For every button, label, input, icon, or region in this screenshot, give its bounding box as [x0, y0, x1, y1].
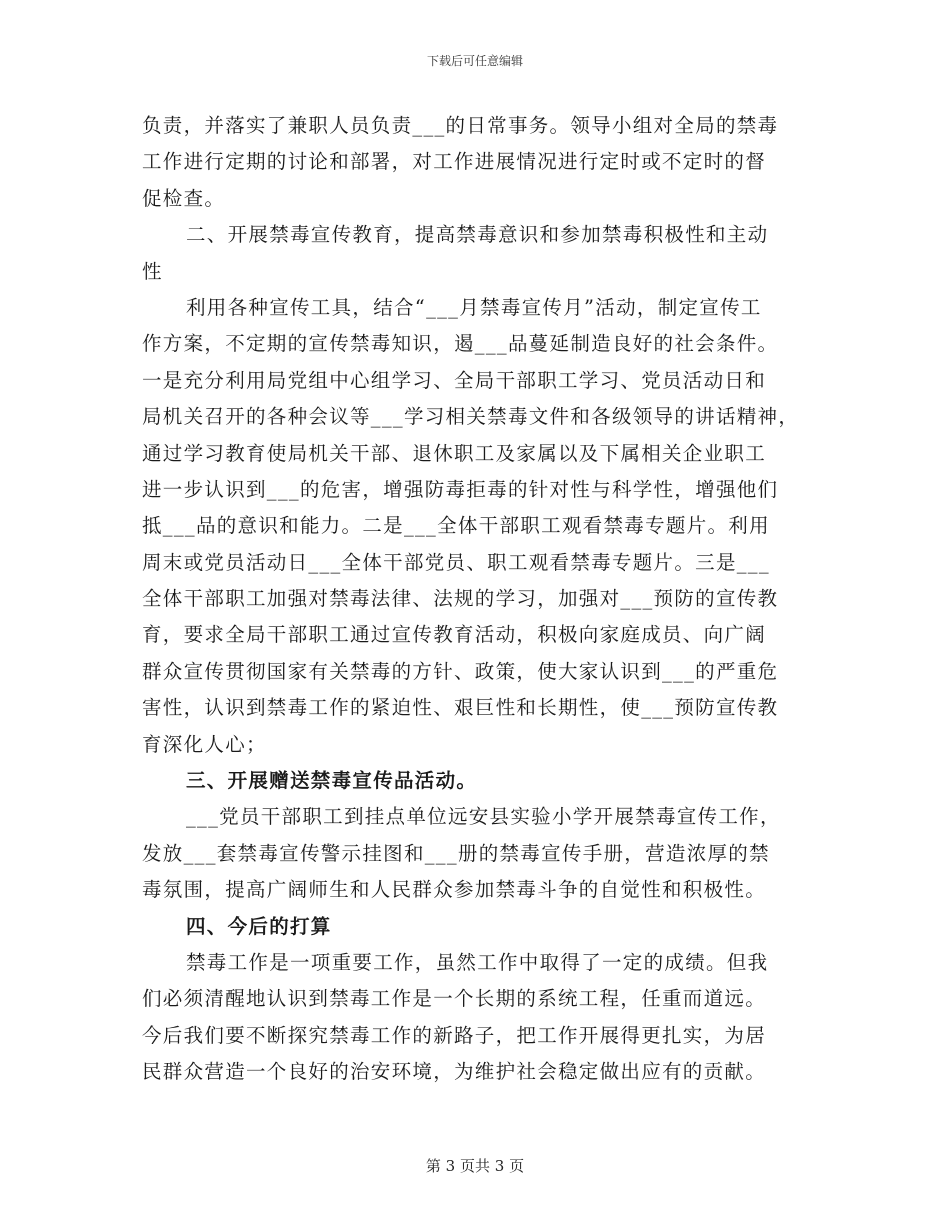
page-header: 下载后可任意编辑: [426, 54, 523, 68]
text-line: 民群众营造一个良好的治安环境，为维护社会稳定做出应有的贡献。: [142, 1060, 767, 1084]
text-line: 今后我们要不断探究禁毒工作的新路子，把工作开展得更扎实，为居: [142, 1023, 767, 1047]
text-line: 禁毒工作是一项重要工作，虽然工作中取得了一定的成绩。但我: [186, 950, 769, 974]
text-line: 作方案，不定期的宣传禁毒知识，遏___品蔓延制造良好的社会条件。: [142, 332, 779, 356]
document-body: [142, 108, 832, 1091]
text-line: 全体干部职工加强对禁毒法律、法规的学习，加强对___预防的宣传教: [142, 587, 779, 611]
text-line: 局机关召开的各种会议等___学习相关禁毒文件和各级领导的讲话精神，: [142, 405, 800, 429]
text-line: 通过学习教育使局机关干部、退休职工及家属以及下属相关企业职工: [142, 441, 767, 465]
text-line: ___党员干部职工到挂点单位远安县实验小学开展禁毒宣传工作，: [186, 805, 781, 829]
page-footer: 第 3 页共 3 页: [425, 1157, 525, 1175]
text-line: 周末或党员活动日___全体干部党员、职工观看禁毒专题片。三是___: [142, 550, 770, 574]
text-line: 毒氛围，提高广阔师生和人民群众参加禁毒斗争的自觉性和积极性。: [142, 878, 767, 902]
text-line: 害性，认识到禁毒工作的紧迫性、艰巨性和长期性，使___预防宣传教: [142, 696, 779, 720]
text-line: 一是充分利用局党组中心组学习、全局干部职工学习、党员活动日和: [142, 368, 767, 392]
text-line: 进一步认识到___的危害，增强防毒拒毒的针对性与科学性，增强他们: [142, 477, 779, 501]
text-line: 利用各种宣传工具，结合“___月禁毒宣传月”活动，制定宣传工: [186, 295, 762, 319]
text-line: 群众宣传贯彻国家有关禁毒的方针、政策，使大家认识到___的严重危: [142, 659, 779, 683]
text-line: 性: [142, 259, 163, 283]
text-line: 负责，并落实了兼职人员负责___的日常事务。领导小组对全局的禁毒: [142, 114, 779, 137]
text-line: 促检查。: [142, 186, 226, 210]
text-line: 育深化人心；: [142, 732, 267, 756]
text-line: 育，要求全局干部职工通过宣传教育活动，积极向家庭成员、向广阔: [142, 623, 767, 647]
text-line: 发放___套禁毒宣传警示挂图和___册的禁毒宣传手册，营造浓厚的禁: [142, 841, 770, 865]
text-line: 们必须清醒地认识到禁毒工作是一个长期的系统工程，任重而道远。: [142, 987, 767, 1011]
text-line: 工作进行定期的讨论和部署，对工作进展情况进行定时或不定时的督: [142, 150, 767, 174]
text-line: 抵___品的意识和能力。二是___全体干部职工观看禁毒专题片。利用: [142, 514, 770, 538]
section-heading: 三、开展赠送禁毒宣传品活动。: [186, 769, 478, 793]
text-line: 二、开展禁毒宣传教育，提高禁毒意识和参加禁毒积极性和主动: [186, 223, 769, 247]
section-heading: 四、今后的打算: [186, 914, 332, 938]
